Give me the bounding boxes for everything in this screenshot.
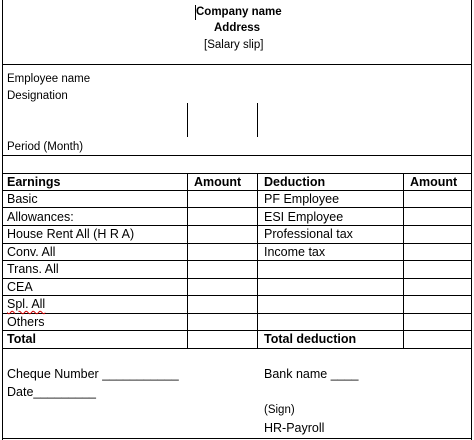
column-divider-deduction — [257, 173, 258, 348]
earning-item: Basic — [7, 192, 38, 206]
designation-field-marker-right — [257, 103, 258, 137]
deduction-header: Deduction — [264, 175, 326, 189]
designation-label: Designation — [7, 90, 68, 102]
row-divider — [2, 313, 472, 314]
period-label: Period (Month) — [7, 141, 84, 153]
earning-item: Conv. All — [7, 245, 56, 259]
earning-item: Others — [7, 315, 45, 329]
company-address: Address — [214, 22, 261, 34]
deduction-item: Income tax — [264, 245, 326, 259]
deduction-item: PF Employee — [264, 192, 340, 206]
earnings-header: Earnings — [7, 175, 61, 189]
row-divider — [2, 278, 472, 279]
frame-right-border — [471, 0, 472, 440]
total-label: Total — [7, 332, 36, 346]
earning-item: Trans. All — [7, 262, 59, 276]
row-divider — [2, 243, 472, 244]
table-bottom-border — [2, 348, 472, 349]
amount-header-left: Amount — [194, 175, 242, 189]
earning-item: Allowances: — [7, 210, 74, 224]
deduction-item: ESI Employee — [264, 210, 344, 224]
total-deduction-label: Total deduction — [264, 332, 357, 346]
employee-name-label: Employee name — [7, 73, 91, 85]
row-divider — [2, 330, 472, 331]
earning-item: Spl. All — [7, 297, 46, 311]
table-header-divider — [2, 190, 472, 191]
row-divider — [2, 295, 472, 296]
frame-bottom-border — [2, 438, 472, 439]
frame-left-border — [2, 0, 3, 440]
cheque-number-field: Cheque Number ___________ — [7, 367, 179, 381]
deduction-item: Professional tax — [264, 227, 353, 241]
designation-field-marker-left — [187, 103, 188, 137]
date-field: Date_________ — [7, 385, 96, 399]
bank-name-field: Bank name ____ — [264, 367, 359, 381]
period-divider — [2, 155, 472, 156]
earning-item: House Rent All (H R A) — [7, 227, 135, 241]
hr-payroll-label: HR-Payroll — [264, 421, 325, 435]
slip-title: [Salary slip] — [204, 39, 264, 51]
amount-header-right: Amount — [410, 175, 458, 189]
company-name: Company name — [196, 6, 282, 18]
header-divider — [2, 64, 472, 65]
row-divider — [2, 260, 472, 261]
column-divider-amount-right — [403, 173, 404, 348]
column-divider-amount-left — [187, 173, 188, 348]
earning-item: CEA — [7, 280, 33, 294]
sign-label: (Sign) — [264, 404, 295, 416]
row-divider — [2, 207, 472, 208]
